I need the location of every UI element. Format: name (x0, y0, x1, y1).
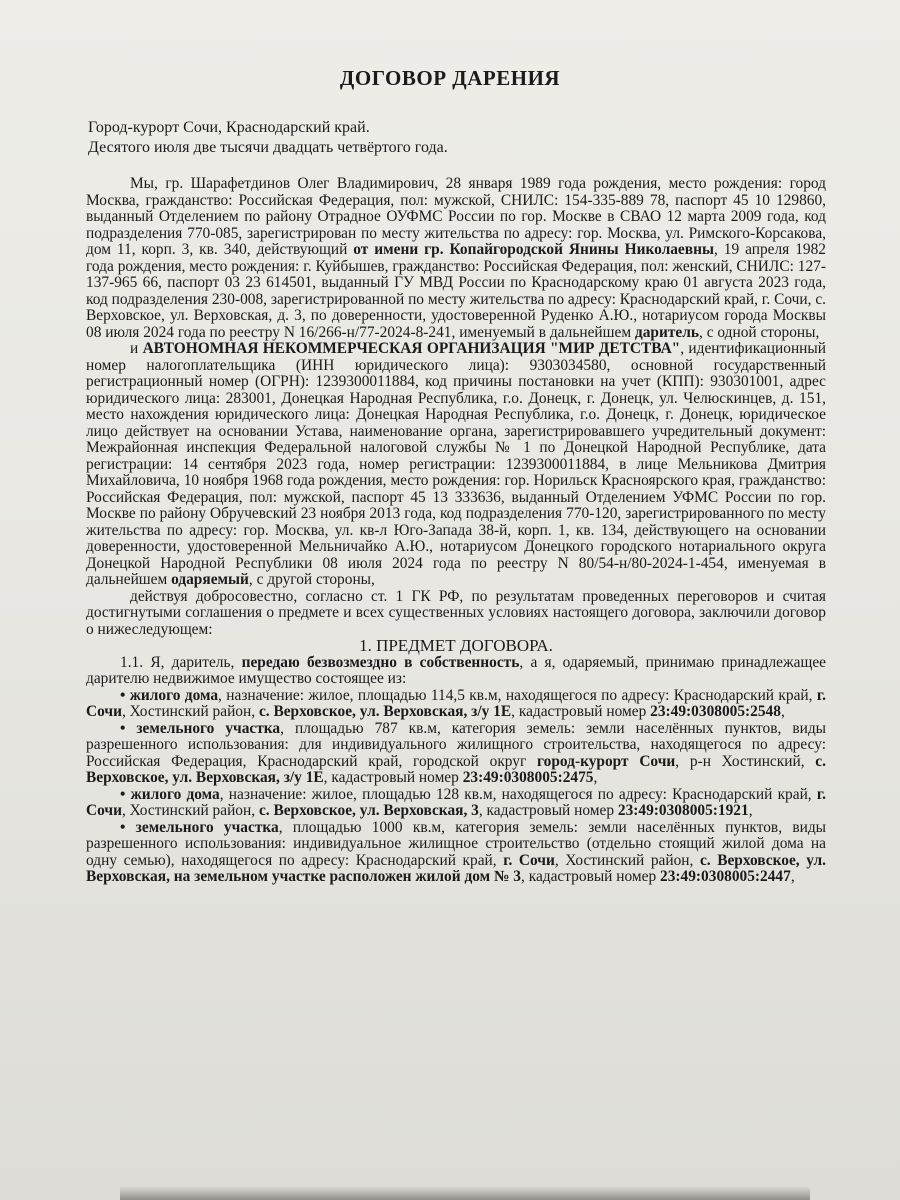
item1-head: • жилого дома (120, 686, 219, 704)
party2-org-name: АВТОНОМНАЯ НЕКОММЕРЧЕСКАЯ ОРГАНИЗАЦИЯ "МИР ДЕТСТВА" (142, 340, 681, 357)
item3-head: • жилого дома (120, 785, 220, 803)
party2-text-3: , с другой стороны, (248, 571, 375, 588)
item1-city: г. Сочи (86, 686, 826, 720)
property-item-1 (86, 688, 826, 721)
item1-text-3: , кадастровый номер (511, 703, 651, 720)
party2-text-1: и (130, 340, 143, 357)
item2-city: город-курорт Сочи (537, 752, 676, 770)
item1-text-2: , Хостинский район, (121, 703, 259, 720)
party1-principal: от имени гр. Копайгородской Янины Николаевны (353, 241, 714, 258)
clause-text-2: , а я, одаряемый, принимаю принадлежащее дарителю недвижимое имущество состоящее из: (86, 653, 826, 687)
clause-1-1-paragraph (86, 655, 826, 688)
item4-text-2: , Хостинский район, (554, 851, 700, 869)
item4-text-3: , кадастровый номер (521, 868, 661, 885)
item2-head: • земельного участка (120, 719, 281, 737)
property-item-3 (86, 787, 826, 820)
item3-text-1: , назначение: жилое, площадью 128 кв.м, находящегося по адресу: Краснодарский край, (219, 785, 817, 803)
party2-paragraph (86, 341, 826, 589)
clause-bold: передаю безвозмездно в собственность (241, 653, 520, 671)
item3-city: г. Сочи (86, 785, 826, 819)
item2-address: с. Верховское, ул. Верховская, з/у 1Е (86, 752, 826, 786)
page-edge-shadow (120, 1186, 810, 1200)
item4-text-4: , (790, 868, 795, 885)
item3-text-3: , кадастровый номер (478, 802, 618, 819)
item4-text-1: , площадью 1000 кв.м, категория земель: земли населённых пунктов, виды разрешенного использования: индивидуальное жилищное строительство (отдельно стоящий жилой дома на одну семью), находящегося по адресу: Краснодарский край, (86, 818, 827, 869)
party2-text-2: , идентификационный номер налогоплательщика (ИНН юридического лица): 9303034580, основной государственный регистрационный номер (ОГРН): 1239300011884, код причины постановки на учет (КПП): 930301001, адрес юридического лица: 283001, Донецкая Народная Республика, г.о. Донецк, г. Донецк, ул. Челюскинцев, д. 151, место нахождения юридического лица: Донецкая Народная Республика, г.о. Донецк, г. Донецк, юридическое лицо действует на основании Устава, наименование органа, зарегистрировавшего учредительный документ: Межрайонная инспекция Федеральной налоговой службы № 1 по Донецкой Народной Республике, дата регистрации: 14 сентября 2023 года, номер регистрации: 1239300011884, в лице Мельникова Дмитрия Михайловича, 10 ноября 1968 года рождения, место рождения: гор. Норильск Красноярского края, гражданство: Российская Федерация, пол: мужской, паспорт 45 13 333636, выданный Отделением УФМС России по гор. Москве по району Обручевский 23 ноября 2013 года, код подразделения 770-120, зарегистрированного по месту жительства по адресу: гор. Москва, ул. кв-л Юго-Запада 38-й, корп. 1, кв. 134, действующего на основании доверенности, удостоверенной Мельничайко А.Ю., нотариусом Донецкого городского нотариального округа Донецкой Народной Республики 08 июля 2024 года по реестру N 80/54-н/80-2024-1-454, именуемая в дальнейшем (86, 340, 826, 588)
item2-cadastral: 23:49:0308005:2475 (462, 769, 594, 786)
party1-text-2: , 19 апреля 1982 года рождения, место рождения: г. Куйбышев, гражданство: Российская Федерация, пол: женский, СНИЛС: 127-137-965 66, паспорт 03 23 614501, выданный ГУ МВД России по Краснодарскому краю 01 августа 2023 года, код подразделения 230-008, зарегистрированной по месту жительства по адресу: Краснодарский край, г. Сочи, с. Верховское, ул. Верховская, д. 3, по доверенности, удостоверенной Руденко А.Ю., нотариусом города Москвы 08 июля 2024 года по реестру N 16/266-н/77-2024-8-241, именуемый в дальнейшем (86, 241, 826, 341)
clause-1-1 (86, 655, 826, 886)
preamble-paragraph: действуя добросовестно, согласно ст. 1 ГК РФ, по результатам проведенных переговоров и считая достигнутыми соглашения о предмете и всех существенных условиях настоящего договора, заключили договор о нижеследующем: (86, 587, 826, 638)
document-title: ДОГОВОР ДАРЕНИЯ (339, 66, 561, 90)
item1-text-1: , назначение: жилое, площадью 114,5 кв.м, находящегося по адресу: Краснодарский край, (218, 686, 817, 704)
item1-text-4: , (780, 703, 785, 720)
item4-address: с. Верховское, ул. Верховская, на земельном участке расположен жилой дом № 3 (86, 851, 827, 885)
party1-text-3: , с одной стороны, (699, 323, 820, 341)
document-body (86, 176, 826, 886)
item3-text-2: , Хостинский район, (121, 802, 259, 819)
item2-text-3: , кадастровый номер (323, 769, 463, 786)
item4-head: • земельного участка (120, 818, 279, 836)
item1-cadastral: 23:49:0308005:2548 (650, 703, 781, 720)
party1-paragraph (86, 176, 826, 341)
item2-text-4: , (593, 769, 598, 786)
item2-text-2: , р-н Хостинский, (675, 752, 816, 770)
section-1-title: 1. ПРЕДМЕТ ДОГОВОРА. (359, 636, 553, 655)
item3-cadastral: 23:49:0308005:1921 (617, 802, 749, 819)
party1-role: даритель (634, 323, 699, 341)
place-line: Город-курорт Сочи, Краснодарский край. (88, 119, 370, 136)
item3-address: с. Верховское, ул. Верховская, 3 (258, 802, 479, 819)
property-item-4 (86, 820, 826, 886)
item2-text-1: , площадью 787 кв.м, категория земель: земли населённых пунктов, виды разрешенного использования: для индивидуального жилищного строительства, находящегося по адресу: Российская Федерация, Краснодарский край, городской округ (86, 719, 827, 770)
clause-text-1: 1.1. Я, даритель, (120, 653, 242, 671)
date-line: Десятого июля две тысячи двадцать четвёртого года. (88, 139, 448, 156)
item3-text-4: , (748, 802, 753, 819)
place-and-date (88, 118, 448, 158)
property-item-2 (86, 721, 826, 787)
party2-role: одаряемый (171, 571, 249, 588)
item1-address: с. Верховское, ул. Верховская, з/у 1Е (258, 703, 512, 720)
item4-cadastral: 23:49:0308005:2447 (660, 868, 791, 885)
party1-text-1: Мы, гр. Шарафетдинов Олег Владимирович, 28 января 1989 года рождения, место рождения: город Москва, гражданство: Российская Федерация, пол: мужской, СНИЛС: 154-335-889 78, паспорт 45 10 129860, выданный Отделением по району Отрадное ОУФМС России по гор. Москве в СВАО 12 марта 2009 года, код подразделения 770-085, зарегистрирован по месту жительства по адресу: гор. Москва, ул. Римского-Корсакова, дом 11, корп. 3, кв. 340, действующий (86, 175, 826, 258)
item4-city: г. Сочи (503, 851, 555, 869)
